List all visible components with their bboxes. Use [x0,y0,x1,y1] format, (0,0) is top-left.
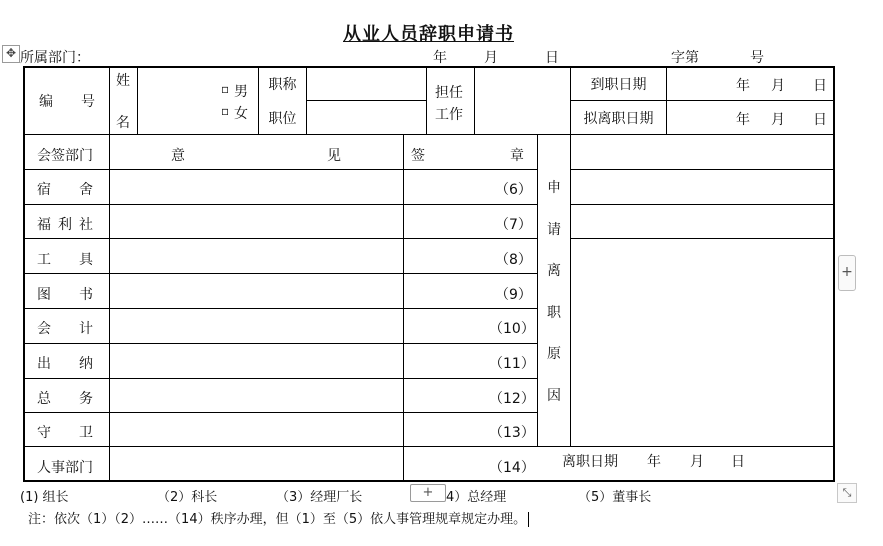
id-label: 编 号 [39,94,95,110]
planned-leave-date-label: 拟离职日期 [583,110,654,127]
dept-row-guard: 守 卫 [37,425,93,441]
leave-reason-input-cell[interactable] [571,239,835,446]
leave-date-label: 离职日期 [562,454,618,470]
add-row-button[interactable]: + [410,484,446,502]
row-number: （7） [495,217,532,233]
title-label: 职称 [268,77,297,93]
row-number: （13） [489,425,535,441]
seal-char-1: 签 [411,148,425,164]
planned-day: 日 [813,112,827,128]
duty-input-cell[interactable] [475,68,570,134]
header-ref-word: 字第 [671,50,699,66]
approval-manager: （3）经理厂长 [276,490,363,505]
dept-row-cashier: 出 纳 [37,356,93,372]
footnote[interactable] [28,508,529,527]
planned-month: 月 [771,112,785,128]
leave-year: 年 [647,454,661,470]
approval-group-leader: (1) 组长 [20,490,69,505]
text-cursor [528,512,529,527]
dept-row-accounting: 会 计 [37,321,93,337]
leave-month: 月 [690,454,704,470]
approval-chairman: （5）董事长 [578,490,652,505]
opinion-char-1: 意 [171,148,185,164]
row-number: （6） [495,182,532,198]
footnote-text: 注：依次（1）（2）……（14）秩序办理，但（1）至（5）依人事管理规章规定办理。 [28,512,527,527]
duty-label-1: 担任 [435,85,463,101]
row-number: （8） [495,252,532,268]
approval-section-chief: （2）科长 [157,490,218,505]
signoff-dept-header: 会签部门 [37,148,93,164]
row-number: （14） [489,460,535,476]
header-month: 月 [484,50,498,66]
position-label: 职位 [268,110,297,127]
leave-reason-label: 申 请 离 职 原 因 [547,180,561,404]
start-year: 年 [736,78,750,94]
table-resize-icon[interactable]: ⤡ [837,483,857,503]
female-checkbox[interactable]: ▫ [221,104,230,118]
start-date-label: 到职日期 [590,77,647,93]
start-day: 日 [813,78,827,94]
duty-label-2: 工作 [435,107,463,123]
document-title: 从业人员辞职申请书 [343,24,514,45]
male-checkbox[interactable]: ▫ [221,82,230,96]
dept-row-tools: 工 具 [37,252,93,268]
leave-day: 日 [731,454,745,470]
name-input-cell[interactable] [138,68,258,134]
name-label-bottom: 名 [116,115,130,131]
dept-row-general-affairs: 总 务 [37,391,93,407]
gender-male-label: 男 [234,84,248,100]
row-number: （11） [489,356,535,372]
seal-char-2: 章 [510,148,524,164]
row-number: （10） [489,321,535,337]
dept-row-hr: 人事部门 [37,460,93,476]
header-year: 年 [433,50,447,66]
dept-row-welfare: 福 利 社 [37,217,93,233]
planned-year: 年 [736,112,750,128]
title-input-cell[interactable] [307,68,426,100]
approval-general-manager: 4）总经理 [446,490,507,505]
header-day: 日 [545,50,559,66]
gender-female-label: 女 [234,106,248,122]
dept-label: 所属部门： [20,50,90,66]
add-column-button[interactable]: + [838,255,856,291]
header-ref-number: 号 [750,50,764,66]
dept-row-dormitory: 宿 舍 [37,182,93,198]
row-number: （9） [495,287,532,303]
opinion-char-2: 见 [327,148,341,164]
table-move-handle-icon[interactable]: ✥ [2,45,20,63]
name-label-top: 姓 [116,73,130,89]
start-month: 月 [771,78,785,94]
position-input-cell[interactable] [307,101,426,134]
row-number: （12） [489,391,535,407]
resignation-form-table [23,66,835,482]
dept-row-library: 图 书 [37,287,93,303]
